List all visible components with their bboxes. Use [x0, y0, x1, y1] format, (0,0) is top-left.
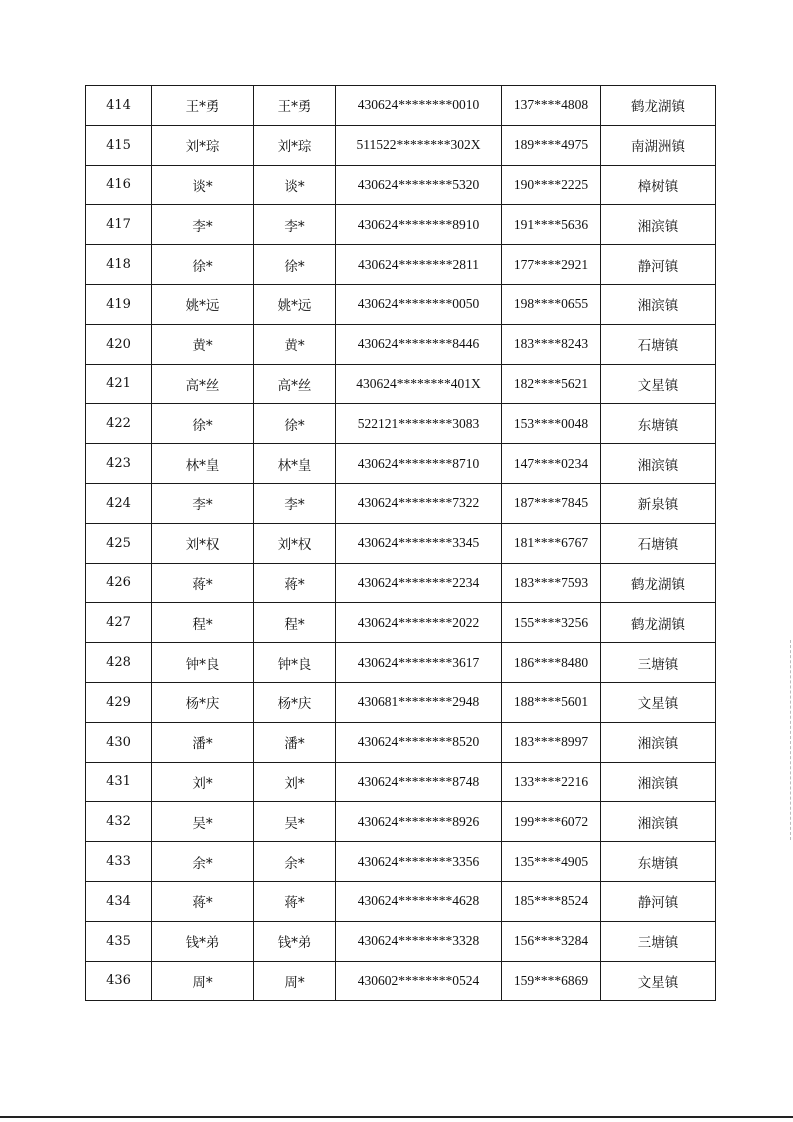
cell-town: 湘滨镇 — [601, 205, 716, 245]
cell-name: 潘* — [152, 722, 254, 762]
cell-serial-number: 430 — [86, 722, 152, 762]
cell-serial-number: 431 — [86, 762, 152, 802]
cell-id-number: 522121********3083 — [336, 404, 502, 444]
cell-serial-number: 420 — [86, 324, 152, 364]
cell-payee-name: 蒋* — [254, 563, 336, 603]
cell-phone: 185****8524 — [502, 881, 601, 921]
registry-table-body — [86, 86, 716, 1001]
table-row — [86, 881, 716, 921]
cell-id-number: 430624********8446 — [336, 324, 502, 364]
cell-payee-name: 吴* — [254, 802, 336, 842]
table-row — [86, 284, 716, 324]
cell-name: 徐* — [152, 404, 254, 444]
cell-name: 蒋* — [152, 881, 254, 921]
cell-payee-name: 余* — [254, 842, 336, 882]
table-row — [86, 682, 716, 722]
table-row — [86, 802, 716, 842]
cell-payee-name: 王*勇 — [254, 86, 336, 126]
cell-town: 湘滨镇 — [601, 284, 716, 324]
table-row — [86, 404, 716, 444]
cell-payee-name: 徐* — [254, 245, 336, 285]
cell-phone: 199****6072 — [502, 802, 601, 842]
cell-phone: 159****6869 — [502, 961, 601, 1001]
cell-name: 钟*良 — [152, 643, 254, 683]
scan-edge-mark — [789, 640, 791, 840]
table-row — [86, 523, 716, 563]
cell-payee-name: 林*皇 — [254, 444, 336, 484]
table-row — [86, 86, 716, 126]
cell-town: 静河镇 — [601, 881, 716, 921]
cell-id-number: 430624********3345 — [336, 523, 502, 563]
cell-id-number: 430624********8910 — [336, 205, 502, 245]
cell-town: 石塘镇 — [601, 324, 716, 364]
cell-town: 石塘镇 — [601, 523, 716, 563]
cell-id-number: 430624********3328 — [336, 921, 502, 961]
cell-name: 谈* — [152, 165, 254, 205]
cell-id-number: 430624********2811 — [336, 245, 502, 285]
cell-serial-number: 423 — [86, 444, 152, 484]
cell-payee-name: 刘* — [254, 762, 336, 802]
cell-serial-number: 433 — [86, 842, 152, 882]
cell-payee-name: 徐* — [254, 404, 336, 444]
cell-name: 程* — [152, 603, 254, 643]
cell-town: 文星镇 — [601, 682, 716, 722]
cell-phone: 147****0234 — [502, 444, 601, 484]
cell-name: 林*皇 — [152, 444, 254, 484]
cell-town: 南湖洲镇 — [601, 125, 716, 165]
cell-id-number: 430602********0524 — [336, 961, 502, 1001]
cell-serial-number: 418 — [86, 245, 152, 285]
cell-id-number: 511522********302X — [336, 125, 502, 165]
table-row — [86, 165, 716, 205]
cell-id-number: 430624********7322 — [336, 483, 502, 523]
cell-serial-number: 435 — [86, 921, 152, 961]
cell-name: 刘*琮 — [152, 125, 254, 165]
cell-id-number: 430624********8748 — [336, 762, 502, 802]
cell-id-number: 430624********8520 — [336, 722, 502, 762]
cell-phone: 153****0048 — [502, 404, 601, 444]
table-row — [86, 125, 716, 165]
cell-serial-number: 436 — [86, 961, 152, 1001]
table-row — [86, 842, 716, 882]
cell-phone: 133****2216 — [502, 762, 601, 802]
cell-phone: 187****7845 — [502, 483, 601, 523]
cell-serial-number: 427 — [86, 603, 152, 643]
cell-phone: 188****5601 — [502, 682, 601, 722]
table-row — [86, 762, 716, 802]
cell-town: 新泉镇 — [601, 483, 716, 523]
cell-id-number: 430624********3356 — [336, 842, 502, 882]
cell-name: 杨*庆 — [152, 682, 254, 722]
cell-payee-name: 刘*权 — [254, 523, 336, 563]
cell-id-number: 430624********401X — [336, 364, 502, 404]
table-row — [86, 205, 716, 245]
table-row — [86, 245, 716, 285]
cell-town: 湘滨镇 — [601, 762, 716, 802]
cell-serial-number: 417 — [86, 205, 152, 245]
table-row — [86, 643, 716, 683]
cell-id-number: 430624********2022 — [336, 603, 502, 643]
cell-town: 鹤龙湖镇 — [601, 603, 716, 643]
cell-id-number: 430624********2234 — [336, 563, 502, 603]
cell-id-number: 430624********8926 — [336, 802, 502, 842]
cell-id-number: 430624********5320 — [336, 165, 502, 205]
cell-name: 李* — [152, 205, 254, 245]
cell-town: 东塘镇 — [601, 842, 716, 882]
cell-name: 李* — [152, 483, 254, 523]
cell-town: 东塘镇 — [601, 404, 716, 444]
cell-name: 余* — [152, 842, 254, 882]
cell-id-number: 430624********0050 — [336, 284, 502, 324]
cell-serial-number: 426 — [86, 563, 152, 603]
cell-town: 鹤龙湖镇 — [601, 86, 716, 126]
cell-serial-number: 422 — [86, 404, 152, 444]
cell-id-number: 430624********4628 — [336, 881, 502, 921]
cell-id-number: 430624********8710 — [336, 444, 502, 484]
cell-serial-number: 421 — [86, 364, 152, 404]
cell-payee-name: 黄* — [254, 324, 336, 364]
cell-serial-number: 425 — [86, 523, 152, 563]
cell-serial-number: 428 — [86, 643, 152, 683]
cell-town: 鹤龙湖镇 — [601, 563, 716, 603]
cell-name: 刘* — [152, 762, 254, 802]
cell-town: 樟树镇 — [601, 165, 716, 205]
table-row — [86, 444, 716, 484]
cell-town: 三塘镇 — [601, 643, 716, 683]
cell-phone: 198****0655 — [502, 284, 601, 324]
cell-serial-number: 429 — [86, 682, 152, 722]
table-row — [86, 364, 716, 404]
cell-town: 文星镇 — [601, 961, 716, 1001]
cell-name: 周* — [152, 961, 254, 1001]
cell-name: 高*丝 — [152, 364, 254, 404]
cell-payee-name: 钱*弟 — [254, 921, 336, 961]
table-row — [86, 563, 716, 603]
cell-phone: 183****8243 — [502, 324, 601, 364]
table-row — [86, 921, 716, 961]
cell-phone: 182****5621 — [502, 364, 601, 404]
cell-phone: 183****8997 — [502, 722, 601, 762]
cell-payee-name: 程* — [254, 603, 336, 643]
registry-table — [85, 85, 716, 1001]
cell-payee-name: 李* — [254, 483, 336, 523]
cell-name: 黄* — [152, 324, 254, 364]
cell-payee-name: 谈* — [254, 165, 336, 205]
cell-phone: 189****4975 — [502, 125, 601, 165]
cell-name: 姚*远 — [152, 284, 254, 324]
table-row — [86, 603, 716, 643]
cell-id-number: 430681********2948 — [336, 682, 502, 722]
cell-phone: 137****4808 — [502, 86, 601, 126]
cell-serial-number: 415 — [86, 125, 152, 165]
cell-payee-name: 杨*庆 — [254, 682, 336, 722]
cell-name: 王*勇 — [152, 86, 254, 126]
cell-town: 静河镇 — [601, 245, 716, 285]
cell-town: 湘滨镇 — [601, 802, 716, 842]
cell-name: 钱*弟 — [152, 921, 254, 961]
cell-name: 蒋* — [152, 563, 254, 603]
cell-serial-number: 416 — [86, 165, 152, 205]
cell-id-number: 430624********0010 — [336, 86, 502, 126]
cell-payee-name: 姚*远 — [254, 284, 336, 324]
table-row — [86, 722, 716, 762]
cell-name: 吴* — [152, 802, 254, 842]
cell-payee-name: 高*丝 — [254, 364, 336, 404]
bottom-rule — [0, 1116, 793, 1118]
table-row — [86, 324, 716, 364]
cell-phone: 183****7593 — [502, 563, 601, 603]
cell-phone: 135****4905 — [502, 842, 601, 882]
cell-payee-name: 潘* — [254, 722, 336, 762]
cell-town: 湘滨镇 — [601, 444, 716, 484]
cell-name: 徐* — [152, 245, 254, 285]
cell-payee-name: 李* — [254, 205, 336, 245]
cell-id-number: 430624********3617 — [336, 643, 502, 683]
cell-serial-number: 419 — [86, 284, 152, 324]
cell-phone: 191****5636 — [502, 205, 601, 245]
table-row — [86, 483, 716, 523]
cell-town: 三塘镇 — [601, 921, 716, 961]
cell-phone: 156****3284 — [502, 921, 601, 961]
cell-serial-number: 434 — [86, 881, 152, 921]
cell-phone: 177****2921 — [502, 245, 601, 285]
cell-payee-name: 刘*琮 — [254, 125, 336, 165]
cell-town: 湘滨镇 — [601, 722, 716, 762]
cell-name: 刘*权 — [152, 523, 254, 563]
table-row — [86, 961, 716, 1001]
cell-phone: 186****8480 — [502, 643, 601, 683]
cell-phone: 181****6767 — [502, 523, 601, 563]
cell-phone: 190****2225 — [502, 165, 601, 205]
cell-phone: 155****3256 — [502, 603, 601, 643]
cell-payee-name: 周* — [254, 961, 336, 1001]
cell-payee-name: 蒋* — [254, 881, 336, 921]
cell-serial-number: 424 — [86, 483, 152, 523]
cell-serial-number: 414 — [86, 86, 152, 126]
cell-payee-name: 钟*良 — [254, 643, 336, 683]
cell-town: 文星镇 — [601, 364, 716, 404]
cell-serial-number: 432 — [86, 802, 152, 842]
